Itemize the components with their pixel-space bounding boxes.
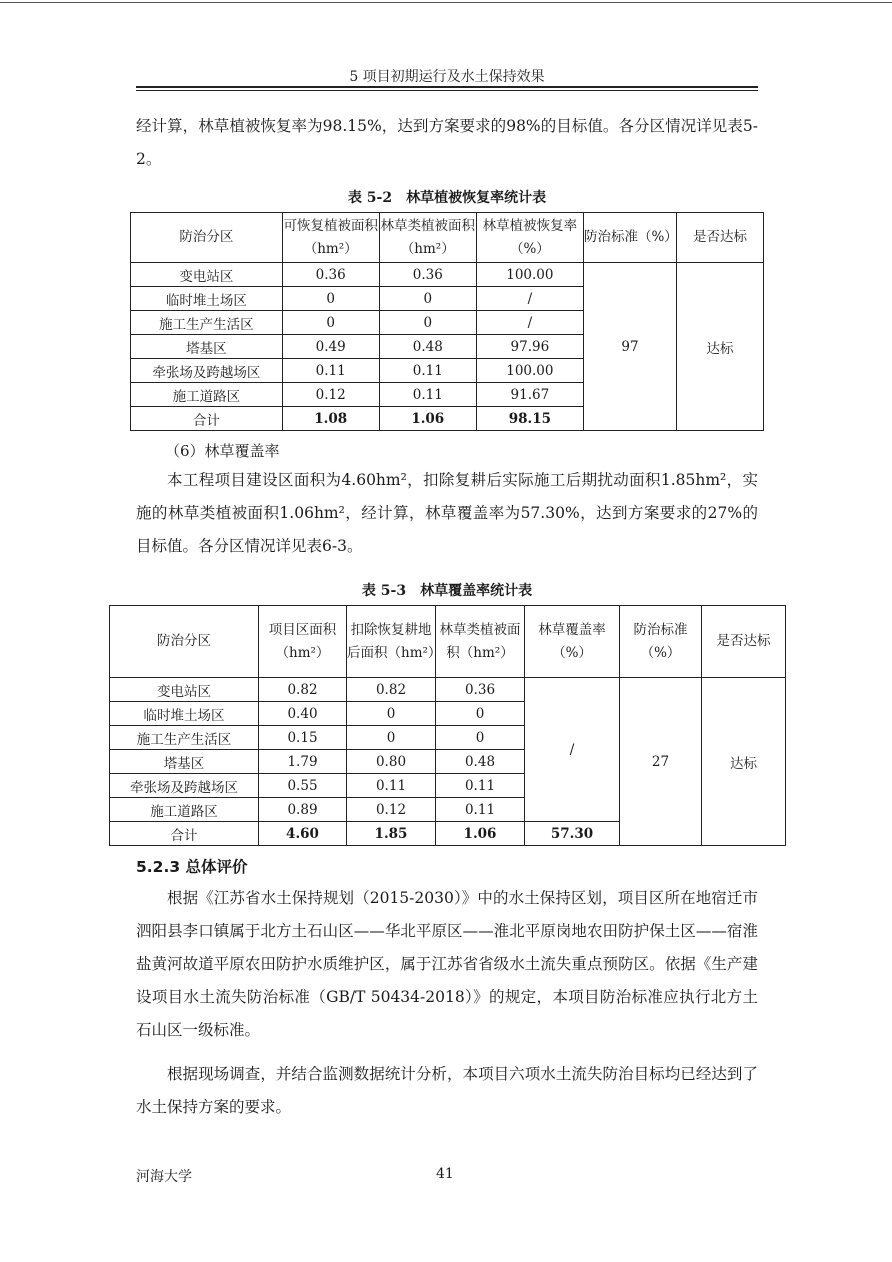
value-cell: 0.11 (436, 774, 525, 798)
zone-cell: 合计 (131, 407, 283, 431)
total-cell: 1.06 (436, 822, 525, 846)
value-cell: 0.15 (259, 726, 347, 750)
header-cell: 林草类植被面积（hm²） (436, 606, 525, 678)
conclusion-text: 根据现场调查，并结合监测数据统计分析，本项目六项水土流失防治目标均已经达到了水土保持方案的要求。 (136, 1065, 758, 1116)
zone-cell: 变电站区 (131, 263, 283, 287)
table-vegetation-restoration (130, 212, 764, 431)
header-cell: 可恢复植被面积（hm²） (282, 213, 379, 263)
total-cell: 1.06 (379, 407, 476, 431)
value-cell: 0 (436, 726, 525, 750)
header-cell: 是否达标 (676, 213, 763, 263)
value-cell: 0.55 (259, 774, 347, 798)
value-cell: 0.82 (259, 678, 347, 702)
value-cell: 0.12 (282, 383, 379, 407)
intro-text: 经计算，林草植被恢复率为98.15%，达到方案要求的98%的目标值。各分区情况详见表5-2。 (136, 117, 758, 168)
intro-paragraph (136, 110, 758, 176)
zone-cell: 施工道路区 (110, 798, 259, 822)
zone-cell: 合计 (110, 822, 259, 846)
value-cell: 0.11 (347, 774, 436, 798)
page-number: 41 (436, 1166, 454, 1182)
table-row (110, 678, 786, 702)
table-header-row (131, 213, 764, 263)
table-vegetation-coverage (109, 605, 786, 846)
standard-cell: 27 (620, 678, 702, 846)
total-cell: 98.15 (476, 407, 583, 431)
header-cell: 林草覆盖率（%） (525, 606, 620, 678)
evaluation-text: 根据《江苏省水土保持规划（2015-2030）》中的水土保持区划，项目区所在地宿迁市泗阳县李口镇属于北方土石山区——华北平原区——淮北平原岗地农田防护保土区——宿淮盐黄河故道平原农田防护水质维护区，属于江苏省省级水土流失重点预防区。依据《生产建设项目水土流失防治标准（GB/T 50434-2018）》的规定，本项目防治标准应执行北方土石山区一级标准。 (136, 889, 758, 1039)
total-cell: 1.08 (282, 407, 379, 431)
value-cell: 100.00 (476, 359, 583, 383)
value-cell: 0.40 (259, 702, 347, 726)
header-cell: 是否达标 (702, 606, 786, 678)
header-cell: 林草植被恢复率（%） (476, 213, 583, 263)
page-top-border (0, 2, 892, 3)
value-cell: 0.36 (282, 263, 379, 287)
header-cell: 防治分区 (131, 213, 283, 263)
header-cell: 防治标准（%） (583, 213, 676, 263)
value-cell: 0.48 (436, 750, 525, 774)
value-cell: 0.80 (347, 750, 436, 774)
zone-cell: 临时堆土场区 (110, 702, 259, 726)
value-cell: 0.36 (436, 678, 525, 702)
value-cell: 97.96 (476, 335, 583, 359)
zone-cell: 施工生产生活区 (131, 311, 283, 335)
value-cell: 0.49 (282, 335, 379, 359)
value-cell: / (476, 287, 583, 311)
total-cell: 1.85 (347, 822, 436, 846)
zone-cell: 临时堆土场区 (131, 287, 283, 311)
section-heading: 5.2.3 总体评价 (136, 858, 248, 876)
zone-cell: 施工道路区 (131, 383, 283, 407)
value-cell: 0.36 (379, 263, 476, 287)
coverage-text: 本工程项目建设区面积为4.60hm²，扣除复耕后实际施工后期扰动面积1.85hm²，实施的林草类植被面积1.06hm²，经计算，林草覆盖率为57.30%，达到方案要求的27%的目标值。各分区情况详见表6-3。 (136, 471, 758, 555)
value-cell: 0.82 (347, 678, 436, 702)
header-cell: 防治标准（%） (620, 606, 702, 678)
table2-caption: 表 5-3 林草覆盖率统计表 (361, 583, 533, 599)
value-cell: 0.89 (259, 798, 347, 822)
value-cell: 0.11 (379, 359, 476, 383)
zone-cell: 施工生产生活区 (110, 726, 259, 750)
standard-cell: 97 (583, 263, 676, 431)
value-cell: 0 (347, 726, 436, 750)
value-cell: 0.48 (379, 335, 476, 359)
value-cell: 0 (379, 311, 476, 335)
table1-caption: 表 5-2 林草植被恢复率统计表 (347, 190, 547, 206)
zone-cell: 变电站区 (110, 678, 259, 702)
zone-cell: 塔基区 (131, 335, 283, 359)
value-cell: 0 (436, 702, 525, 726)
header-cell: 扣除恢复耕地后面积（hm²） (347, 606, 436, 678)
table-header-row (110, 606, 786, 678)
value-cell: 0.12 (347, 798, 436, 822)
running-header: 5 项目初期运行及水土保持效果 (349, 69, 545, 85)
value-cell: 0 (282, 311, 379, 335)
value-cell: 0 (347, 702, 436, 726)
value-cell: 0.11 (379, 383, 476, 407)
zone-cell: 牵张场及跨越场区 (110, 774, 259, 798)
value-cell: 0.11 (282, 359, 379, 383)
conclusion-paragraph (136, 1058, 758, 1124)
value-cell: / (476, 311, 583, 335)
footer-institution: 河海大学 (136, 1169, 192, 1185)
header-cell: 林草类植被面积（hm²） (379, 213, 476, 263)
value-cell: 0 (379, 287, 476, 311)
result-cell: 达标 (702, 678, 786, 846)
zone-cell: 牵张场及跨越场区 (131, 359, 283, 383)
value-cell: 91.67 (476, 383, 583, 407)
table-row (131, 263, 764, 287)
subheading: （6）林草覆盖率 (165, 442, 280, 460)
coverage-total-cell: 57.30 (525, 822, 620, 846)
header-cell: 项目区面积（hm²） (259, 606, 347, 678)
header-cell: 防治分区 (110, 606, 259, 678)
total-cell: 4.60 (259, 822, 347, 846)
header-rule-thick (136, 86, 758, 88)
header-rule-thin (136, 90, 758, 91)
value-cell: 0 (282, 287, 379, 311)
value-cell: 100.00 (476, 263, 583, 287)
coverage-merged-cell: / (525, 678, 620, 822)
coverage-paragraph (136, 464, 758, 563)
evaluation-paragraph (136, 882, 758, 1047)
value-cell: 1.79 (259, 750, 347, 774)
value-cell: 0.11 (436, 798, 525, 822)
result-cell: 达标 (676, 263, 763, 431)
zone-cell: 塔基区 (110, 750, 259, 774)
